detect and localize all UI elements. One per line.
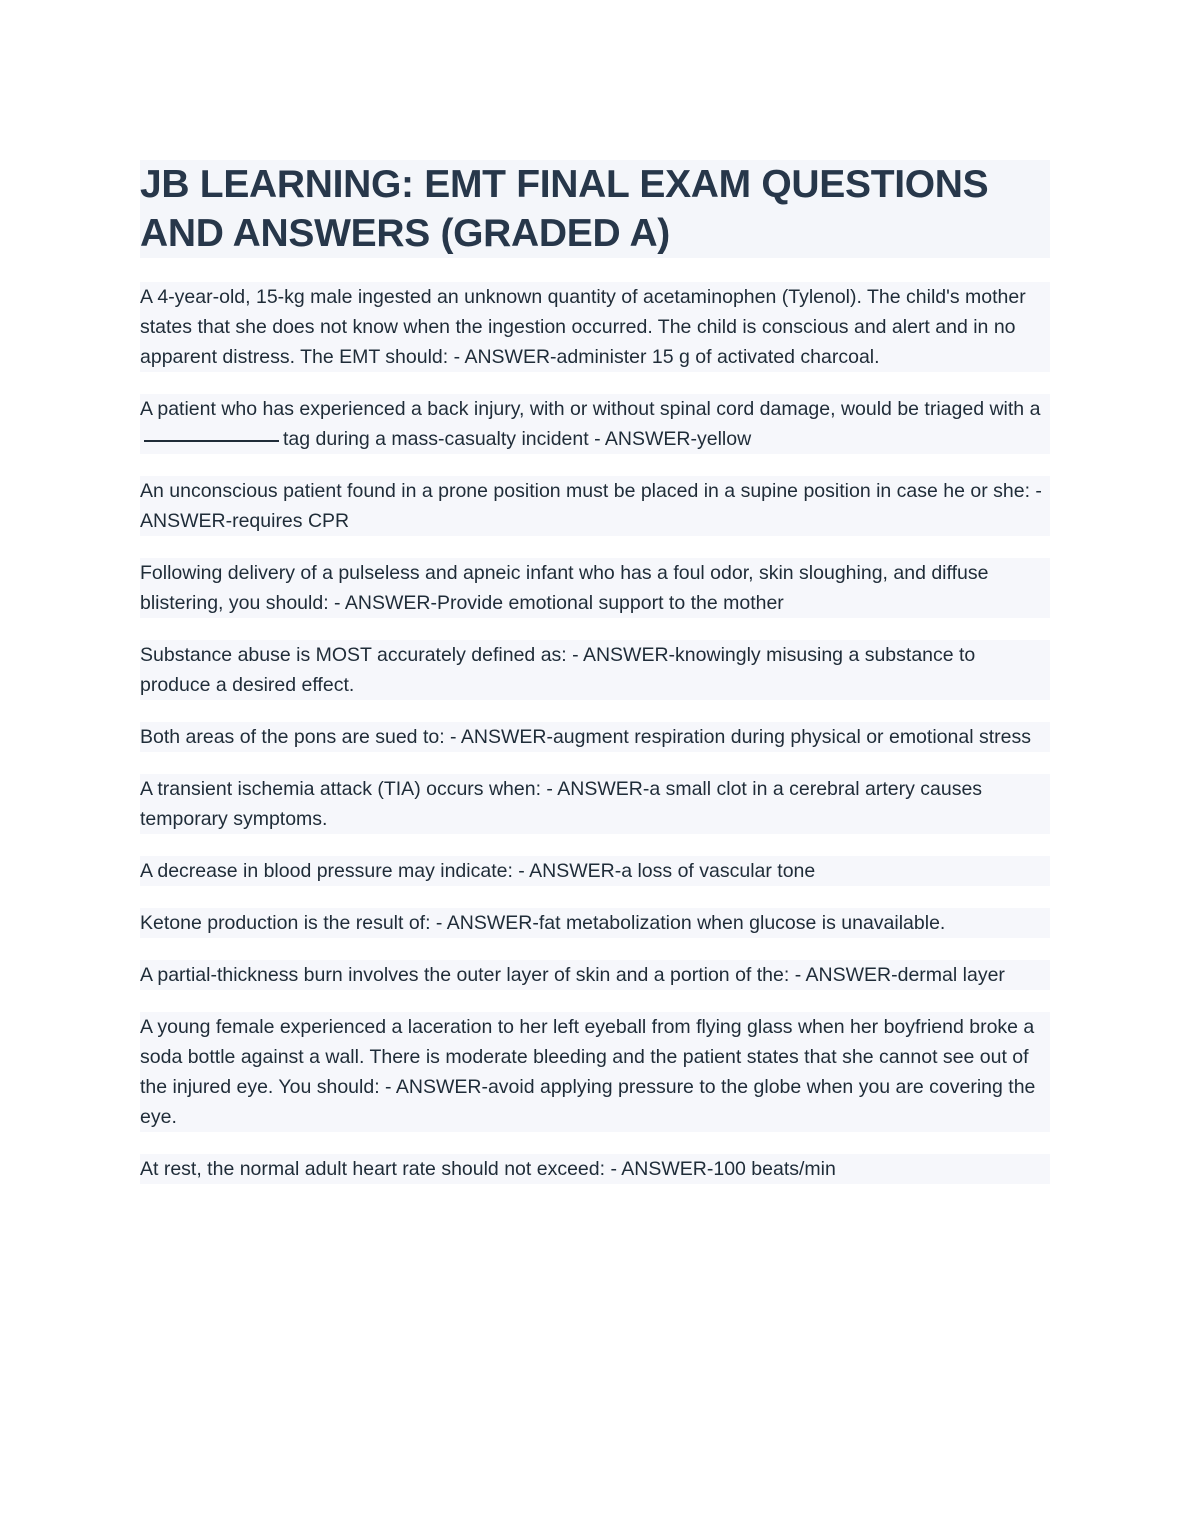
paragraph-heart-rate: At rest, the normal adult heart rate should not exceed: - ANSWER-100 beats/min xyxy=(140,1154,1050,1184)
paragraph-substance-abuse: Substance abuse is MOST accurately defined as: - ANSWER-knowingly misusing a substance to produce a desired effect. xyxy=(140,640,1050,700)
paragraph-blood-pressure: A decrease in blood pressure may indicate: - ANSWER-a loss of vascular tone xyxy=(140,856,1050,886)
paragraph-back-injury-triage xyxy=(140,394,1050,454)
paragraph-prone-position: An unconscious patient found in a prone position must be placed in a supine position in case he or she: - ANSWER-requires CPR xyxy=(140,476,1050,536)
page-title: JB LEARNING: EMT FINAL EXAM QUESTIONS AND ANSWERS (GRADED A) xyxy=(140,160,1050,258)
paragraph-acetaminophen: A 4-year-old, 15-kg male ingested an unknown quantity of acetaminophen (Tylenol). The child's mother states that she does not know when the ingestion occurred. The child is conscious and alert and in no apparent distress. The EMT should: - ANSWER-administer 15 g of activated charcoal. xyxy=(140,282,1050,372)
paragraph-pons: Both areas of the pons are sued to: - ANSWER-augment respiration during physical or emotional stress xyxy=(140,722,1050,752)
paragraph-eye-laceration: A young female experienced a laceration to her left eyeball from flying glass when her boyfriend broke a soda bottle against a wall. There is moderate bleeding and the patient states that she cannot see out of the injured eye. You should: - ANSWER-avoid applying pressure to the globe when you are covering the eye. xyxy=(140,1012,1050,1132)
paragraph-text-after-blank: tag during a mass-casualty incident - ANSWER-yellow xyxy=(283,428,752,450)
fill-in-blank xyxy=(144,440,279,442)
paragraph-ketone: Ketone production is the result of: - ANSWER-fat metabolization when glucose is unavailable. xyxy=(140,908,1050,938)
paragraph-text-before-blank: A patient who has experienced a back injury, with or without spinal cord damage, would be triaged with a xyxy=(140,398,1041,420)
paragraph-pulseless-infant: Following delivery of a pulseless and apneic infant who has a foul odor, skin sloughing, and diffuse blistering, you should: - ANSWER-Provide emotional support to the mother xyxy=(140,558,1050,618)
paragraph-partial-thickness-burn: A partial-thickness burn involves the outer layer of skin and a portion of the: - ANSWER-dermal layer xyxy=(140,960,1050,990)
paragraph-tia: A transient ischemia attack (TIA) occurs when: - ANSWER-a small clot in a cerebral artery causes temporary symptoms. xyxy=(140,774,1050,834)
